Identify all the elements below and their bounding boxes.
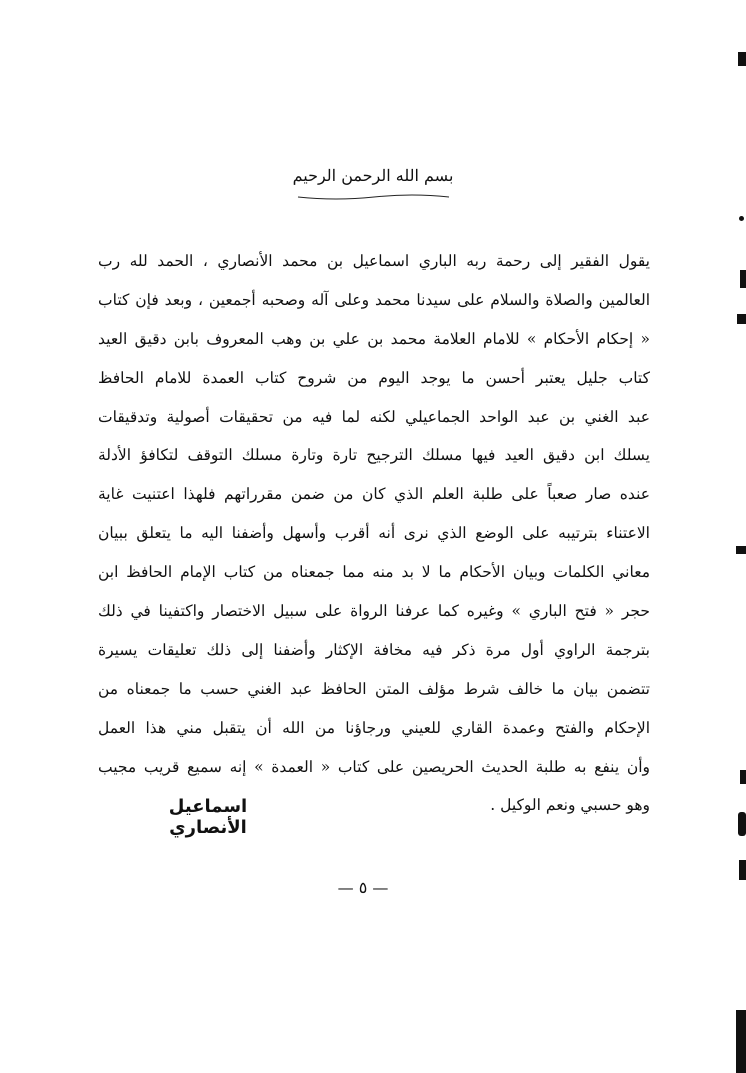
text-line: وهو حسبي ونعم الوكيل . [490,796,650,815]
scan-edge-mark [740,270,746,288]
author-signature: اسماعيل الأنصاري [168,796,248,838]
text-line: العالمين والصلاة والسلام على سيدنا محمد وعلى آله وصحبه أجمعين ، وبعد فإن كتاب [98,290,650,309]
text-line: يقول الفقير إلى رحمة ربه الباري اسماعيل بن محمد الأنصاري ، الحمد لله رب [98,252,650,270]
text-line: عبد الغني بن عبد الواحد الجماعيلي لكنه لما فيه من تحقيقات أصولية وتدقيقات [98,407,650,426]
text-line: معاني الكلمات وبيان الأحكام ما لا بد منه مما جمعناه من كتاب الإمام الحافظ ابن [98,563,650,582]
text-line: حجر « فتح الباري » وغيره كما عرفنا الرواة على سبيل الاختصار واكتفينا في ذلك [98,602,650,621]
text-line: الإحكام والفتح وعمدة القاري للعيني ورجاؤنا من الله أن يتقبل مني هذا العمل [98,718,650,737]
text-line: وأن ينفع به طلبة الحديث الحريصين على كتاب « العمدة » إنه سميع قريب مجيب [98,757,650,776]
basmala-flourish [296,193,451,201]
basmala-heading: بسم الله الرحمن الرحيم [292,166,454,185]
scan-edge-mark [738,812,746,836]
page-number: — ٥ — [337,878,389,897]
text-line: الاعتناء بترتيبه على الوضع الذي نرى أنه أقرب وأسهل وأضفنا اليه ما يتعلق ببيان [98,524,650,543]
scan-edge-mark [739,216,744,221]
introduction-text [98,242,650,825]
scan-edge-mark [736,1010,746,1073]
scan-edge-mark [739,860,746,880]
scan-edge-mark [740,770,746,784]
scan-edge-mark [737,314,746,324]
text-line: بترجمة الراوي أول مرة ذكر فيه مخافة الإكثار وأضفنا إلى ذلك تعليقات يسيرة [98,640,650,659]
scan-edge-mark [738,52,746,66]
text-line: كتاب جليل يعتبر أحسن ما يوجد اليوم من شروح كتاب العمدة للامام الحافظ [98,368,650,387]
scan-edge-mark [736,546,746,554]
text-line: تتضمن بيان ما خالف شرط مؤلف المتن الحافظ عبد الغني حسب ما جمعناه من [98,679,650,698]
text-line: عنده صار صعباً على طلبة العلم الذي كان من ضمن مقرراتهم فلهذا اعتنيت غاية [98,485,650,504]
text-line: « إحكام الأحكام » للامام العلامة محمد بن علي بن وهب المعروف بابن دقيق العيد [98,329,650,348]
text-line: يسلك ابن دقيق العيد فيها مسلك الترجيح تارة وتارة مسلك التوقف لتكافؤ الأدلة [98,446,650,465]
